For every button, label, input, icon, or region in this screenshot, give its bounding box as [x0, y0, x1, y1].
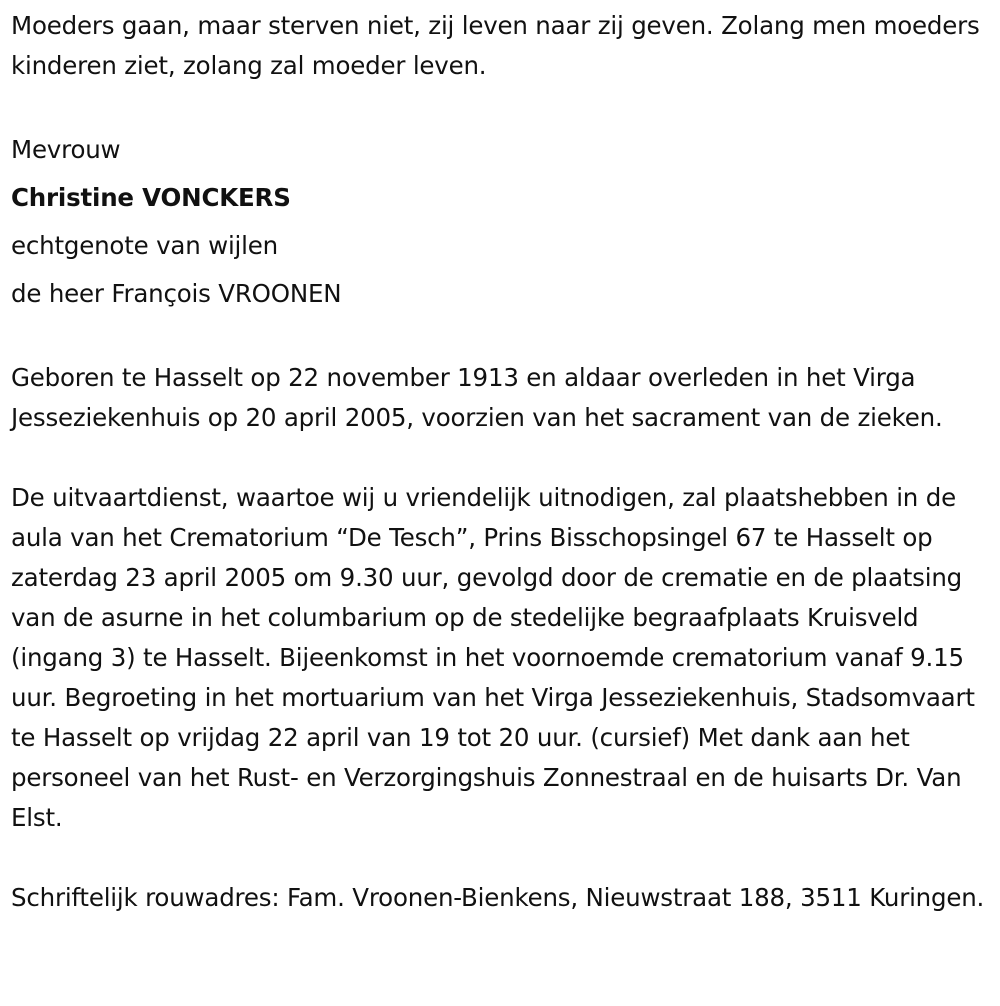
spouse-name: de heer François VROONEN	[11, 279, 342, 308]
motto-paragraph: Moeders gaan, maar sterven niet, zij leven naar zij geven. Zolang men moeders kinderen ziet, zolang zal moeder leven.	[11, 11, 980, 80]
deceased-block	[11, 126, 991, 318]
salutation: Mevrouw	[11, 135, 121, 164]
deceased-name: Christine VONCKERS	[11, 183, 291, 212]
obituary-notice	[11, 6, 991, 918]
relation-line: echtgenote van wijlen	[11, 231, 278, 260]
funeral-details-paragraph: De uitvaartdienst, waartoe wij u vriendelijk uitnodigen, zal plaatshebben in de aula van het Crematorium “De Tesch”, Prins Bisschopsingel 67 te Hasselt op zaterdag 23 april 2005 om 9.30 uur, gevolgd door de crematie en de plaatsing van de asurne in het columbarium op de stedelijke begraafplaats Kruisveld (ingang 3) te Hasselt. Bijeenkomst in het voornoemde crematorium vanaf 9.15 uur. Begroeting in het mortuarium van het Virga Jesseziekenhuis, Stadsomvaart te Hasselt op vrijdag 22 april van 19 tot 20 uur. (cursief) Met dank aan het personeel van het Rust- en Verzorgingshuis Zonnestraal en de huisarts Dr. Van Elst.	[11, 483, 975, 832]
condolence-address-paragraph: Schriftelijk rouwadres: Fam. Vroonen-Bienkens, Nieuwstraat 188, 3511 Kuringen.	[11, 883, 985, 912]
birth-death-paragraph: Geboren te Hasselt op 22 november 1913 en aldaar overleden in het Virga Jesseziekenhuis op 20 april 2005, voorzien van het sacrament van de zieken.	[11, 363, 943, 432]
